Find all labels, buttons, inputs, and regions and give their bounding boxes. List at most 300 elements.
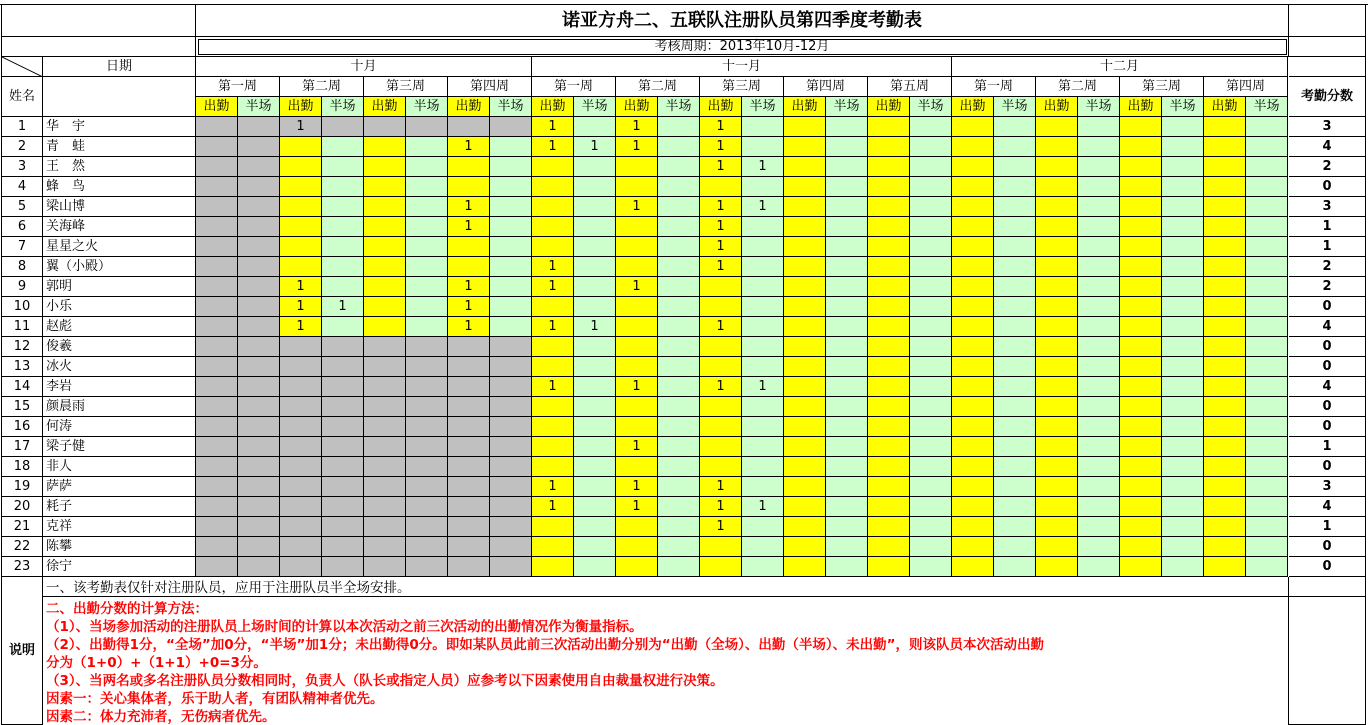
- player-name[interactable]: 俊羲: [43, 337, 196, 357]
- attend-cell[interactable]: [952, 237, 994, 257]
- attend-cell[interactable]: [1120, 117, 1162, 137]
- attend-cell[interactable]: [448, 437, 490, 457]
- month-header[interactable]: 十二月: [952, 57, 1288, 77]
- score-cell[interactable]: 0: [1289, 557, 1366, 577]
- half-cell[interactable]: [1078, 257, 1120, 277]
- attend-cell[interactable]: [1120, 477, 1162, 497]
- row-number[interactable]: 7: [2, 237, 43, 257]
- half-cell[interactable]: [1078, 537, 1120, 557]
- attend-cell[interactable]: [700, 417, 742, 437]
- half-cell[interactable]: [994, 177, 1036, 197]
- attend-cell[interactable]: [1204, 517, 1246, 537]
- attend-cell[interactable]: [700, 457, 742, 477]
- half-cell[interactable]: [490, 157, 532, 177]
- half-cell[interactable]: [1246, 237, 1288, 257]
- half-cell[interactable]: [658, 497, 700, 517]
- attend-cell[interactable]: [448, 477, 490, 497]
- half-cell[interactable]: [910, 557, 952, 577]
- attend-cell[interactable]: [952, 437, 994, 457]
- attend-cell[interactable]: [784, 357, 826, 377]
- half-cell[interactable]: [994, 297, 1036, 317]
- half-cell[interactable]: [994, 517, 1036, 537]
- half-cell[interactable]: [574, 117, 616, 137]
- half-cell[interactable]: [742, 297, 784, 317]
- attend-cell[interactable]: [280, 157, 322, 177]
- half-cell[interactable]: [238, 437, 280, 457]
- row-number[interactable]: 21: [2, 517, 43, 537]
- half-cell[interactable]: [1246, 297, 1288, 317]
- notes-label[interactable]: 说明: [2, 577, 43, 725]
- attend-cell[interactable]: 1: [700, 197, 742, 217]
- attend-cell[interactable]: [1204, 117, 1246, 137]
- attend-cell[interactable]: 1: [280, 277, 322, 297]
- attend-cell[interactable]: [280, 337, 322, 357]
- attend-cell[interactable]: [1036, 377, 1078, 397]
- attend-cell[interactable]: 1: [616, 437, 658, 457]
- half-cell[interactable]: [406, 197, 448, 217]
- half-cell[interactable]: [1078, 397, 1120, 417]
- attend-cell[interactable]: [1120, 457, 1162, 477]
- half-cell[interactable]: [994, 557, 1036, 577]
- attend-cell[interactable]: [364, 157, 406, 177]
- attend-cell[interactable]: [364, 217, 406, 237]
- half-cell[interactable]: [238, 297, 280, 317]
- half-cell[interactable]: [238, 497, 280, 517]
- attend-cell[interactable]: [784, 197, 826, 217]
- attend-cell[interactable]: [532, 457, 574, 477]
- player-name[interactable]: 关海峰: [43, 217, 196, 237]
- attend-cell[interactable]: [448, 557, 490, 577]
- attend-cell[interactable]: 1: [616, 277, 658, 297]
- half-cell[interactable]: [1162, 457, 1204, 477]
- half-cell[interactable]: [658, 397, 700, 417]
- half-cell[interactable]: [910, 517, 952, 537]
- half-cell[interactable]: [994, 337, 1036, 357]
- attend-cell[interactable]: [952, 397, 994, 417]
- half-cell[interactable]: [1078, 417, 1120, 437]
- attend-cell[interactable]: 1: [532, 377, 574, 397]
- attend-cell[interactable]: 1: [448, 277, 490, 297]
- row-number[interactable]: 10: [2, 297, 43, 317]
- attend-cell[interactable]: [700, 297, 742, 317]
- attend-cell[interactable]: [196, 397, 238, 417]
- half-cell[interactable]: [1162, 137, 1204, 157]
- half-cell[interactable]: [238, 377, 280, 397]
- attend-cell[interactable]: [952, 417, 994, 437]
- half-subheader[interactable]: 半场: [406, 97, 448, 117]
- attend-cell[interactable]: [868, 417, 910, 437]
- attend-cell[interactable]: [700, 437, 742, 457]
- attend-cell[interactable]: [364, 517, 406, 537]
- attend-cell[interactable]: [1204, 437, 1246, 457]
- half-cell[interactable]: [406, 437, 448, 457]
- half-cell[interactable]: [1246, 217, 1288, 237]
- half-cell[interactable]: [322, 377, 364, 397]
- player-name[interactable]: 李岩: [43, 377, 196, 397]
- attend-cell[interactable]: [1204, 237, 1246, 257]
- attend-cell[interactable]: [1204, 157, 1246, 177]
- attend-cell[interactable]: 1: [448, 197, 490, 217]
- attend-cell[interactable]: [784, 277, 826, 297]
- half-cell[interactable]: [826, 417, 868, 437]
- half-cell[interactable]: [406, 357, 448, 377]
- attend-cell[interactable]: [784, 457, 826, 477]
- attend-cell[interactable]: [364, 477, 406, 497]
- attend-cell[interactable]: [532, 157, 574, 177]
- score-cell[interactable]: 1: [1289, 517, 1366, 537]
- half-cell[interactable]: [994, 357, 1036, 377]
- attend-cell[interactable]: [280, 177, 322, 197]
- half-cell[interactable]: [574, 277, 616, 297]
- attend-cell[interactable]: [1204, 257, 1246, 277]
- half-cell[interactable]: [1078, 237, 1120, 257]
- half-cell[interactable]: [994, 437, 1036, 457]
- half-cell[interactable]: [322, 497, 364, 517]
- half-subheader[interactable]: 半场: [238, 97, 280, 117]
- week-header[interactable]: 第一周: [952, 77, 1036, 97]
- week-header[interactable]: 第二周: [1036, 77, 1120, 97]
- half-cell[interactable]: 1: [574, 137, 616, 157]
- attend-cell[interactable]: [364, 237, 406, 257]
- attend-cell[interactable]: [1036, 297, 1078, 317]
- attend-cell[interactable]: [784, 317, 826, 337]
- half-cell[interactable]: [1246, 437, 1288, 457]
- attend-cell[interactable]: [868, 297, 910, 317]
- half-cell[interactable]: [994, 197, 1036, 217]
- attend-cell[interactable]: [616, 337, 658, 357]
- score-cell[interactable]: 4: [1289, 497, 1366, 517]
- half-cell[interactable]: [490, 137, 532, 157]
- half-subheader[interactable]: 半场: [994, 97, 1036, 117]
- player-name[interactable]: 华 宇: [43, 117, 196, 137]
- half-cell[interactable]: [742, 417, 784, 437]
- attend-cell[interactable]: [196, 557, 238, 577]
- player-name[interactable]: 耗子: [43, 497, 196, 517]
- half-cell[interactable]: [1246, 197, 1288, 217]
- attend-cell[interactable]: [616, 177, 658, 197]
- half-cell[interactable]: [1246, 257, 1288, 277]
- attend-cell[interactable]: [1120, 357, 1162, 377]
- half-cell[interactable]: [490, 437, 532, 457]
- attend-cell[interactable]: [1204, 557, 1246, 577]
- half-cell[interactable]: [1162, 537, 1204, 557]
- half-cell[interactable]: [658, 337, 700, 357]
- attend-cell[interactable]: [784, 537, 826, 557]
- half-cell[interactable]: [406, 137, 448, 157]
- attend-cell[interactable]: [1120, 417, 1162, 437]
- half-cell[interactable]: [1246, 517, 1288, 537]
- half-cell[interactable]: [574, 477, 616, 497]
- half-cell[interactable]: [658, 317, 700, 337]
- attend-cell[interactable]: 1: [616, 477, 658, 497]
- half-cell[interactable]: [322, 257, 364, 277]
- score-cell[interactable]: 3: [1289, 117, 1366, 137]
- half-cell[interactable]: [994, 217, 1036, 237]
- name-header-blank[interactable]: [43, 77, 196, 117]
- half-cell[interactable]: [574, 197, 616, 217]
- half-cell[interactable]: [910, 257, 952, 277]
- half-cell[interactable]: [322, 117, 364, 137]
- half-cell[interactable]: [826, 137, 868, 157]
- half-cell[interactable]: [406, 557, 448, 577]
- half-cell[interactable]: [322, 157, 364, 177]
- row-number[interactable]: 2: [2, 137, 43, 157]
- attend-cell[interactable]: [784, 157, 826, 177]
- half-cell[interactable]: [490, 277, 532, 297]
- half-cell[interactable]: [574, 457, 616, 477]
- page-title[interactable]: 诺亚方舟二、五联队注册队员第四季度考勤表: [196, 5, 1289, 37]
- half-cell[interactable]: [742, 437, 784, 457]
- attend-cell[interactable]: [952, 557, 994, 577]
- half-cell[interactable]: [322, 217, 364, 237]
- half-cell[interactable]: [490, 417, 532, 437]
- attend-cell[interactable]: [196, 177, 238, 197]
- player-name[interactable]: 郭明: [43, 277, 196, 297]
- attend-cell[interactable]: [1036, 357, 1078, 377]
- attend-cell[interactable]: [364, 337, 406, 357]
- half-cell[interactable]: [910, 177, 952, 197]
- attend-cell[interactable]: [364, 437, 406, 457]
- attend-cell[interactable]: [868, 237, 910, 257]
- attend-cell[interactable]: [280, 237, 322, 257]
- attend-cell[interactable]: [784, 377, 826, 397]
- half-cell[interactable]: [406, 517, 448, 537]
- half-cell[interactable]: [994, 117, 1036, 137]
- half-cell[interactable]: [1246, 337, 1288, 357]
- attend-cell[interactable]: [784, 177, 826, 197]
- attend-cell[interactable]: 1: [532, 477, 574, 497]
- half-cell[interactable]: [1162, 337, 1204, 357]
- half-cell[interactable]: [490, 237, 532, 257]
- half-cell[interactable]: [826, 277, 868, 297]
- attend-cell[interactable]: 1: [700, 137, 742, 157]
- half-cell[interactable]: [742, 177, 784, 197]
- half-cell[interactable]: [322, 237, 364, 257]
- score-cell[interactable]: 4: [1289, 317, 1366, 337]
- attend-cell[interactable]: [784, 517, 826, 537]
- attend-cell[interactable]: 1: [448, 317, 490, 337]
- attend-cell[interactable]: [1120, 197, 1162, 217]
- attend-cell[interactable]: [448, 377, 490, 397]
- week-header[interactable]: 第五周: [868, 77, 952, 97]
- half-cell[interactable]: [1162, 477, 1204, 497]
- half-cell[interactable]: [1162, 557, 1204, 577]
- half-subheader[interactable]: 半场: [658, 97, 700, 117]
- attend-cell[interactable]: [784, 117, 826, 137]
- half-cell[interactable]: [490, 357, 532, 377]
- half-cell[interactable]: [406, 277, 448, 297]
- half-cell[interactable]: 1: [742, 157, 784, 177]
- period-left-blank[interactable]: [2, 37, 196, 57]
- half-cell[interactable]: [1246, 397, 1288, 417]
- attend-cell[interactable]: [532, 297, 574, 317]
- row-number[interactable]: 23: [2, 557, 43, 577]
- half-cell[interactable]: [826, 437, 868, 457]
- attend-cell[interactable]: [448, 337, 490, 357]
- attend-cell[interactable]: [616, 217, 658, 237]
- row-number[interactable]: 3: [2, 157, 43, 177]
- attend-cell[interactable]: [616, 157, 658, 177]
- half-cell[interactable]: [322, 177, 364, 197]
- attend-cell[interactable]: [1204, 477, 1246, 497]
- player-name[interactable]: 陈攀: [43, 537, 196, 557]
- half-cell[interactable]: [1246, 557, 1288, 577]
- half-cell[interactable]: [406, 377, 448, 397]
- attend-cell[interactable]: [1036, 277, 1078, 297]
- attend-cell[interactable]: [1120, 557, 1162, 577]
- attend-cell[interactable]: [196, 277, 238, 297]
- attend-cell[interactable]: 1: [700, 257, 742, 277]
- half-cell[interactable]: [238, 557, 280, 577]
- half-cell[interactable]: [238, 357, 280, 377]
- attend-cell[interactable]: [616, 237, 658, 257]
- attend-cell[interactable]: [280, 517, 322, 537]
- attend-cell[interactable]: [364, 397, 406, 417]
- attend-cell[interactable]: [196, 217, 238, 237]
- half-subheader[interactable]: 半场: [910, 97, 952, 117]
- attend-cell[interactable]: [1120, 217, 1162, 237]
- half-cell[interactable]: [322, 437, 364, 457]
- attend-cell[interactable]: [784, 237, 826, 257]
- half-cell[interactable]: [910, 317, 952, 337]
- attend-cell[interactable]: [280, 197, 322, 217]
- attend-cell[interactable]: 1: [700, 477, 742, 497]
- attend-cell[interactable]: [1204, 137, 1246, 157]
- attend-cell[interactable]: 1: [616, 377, 658, 397]
- attend-cell[interactable]: [1036, 397, 1078, 417]
- attend-subheader[interactable]: 出勤: [532, 97, 574, 117]
- attend-cell[interactable]: [280, 357, 322, 377]
- attend-cell[interactable]: [700, 277, 742, 297]
- attend-cell[interactable]: [1204, 537, 1246, 557]
- attend-cell[interactable]: [280, 417, 322, 437]
- half-cell[interactable]: [910, 437, 952, 457]
- half-cell[interactable]: [1246, 477, 1288, 497]
- score-cell[interactable]: 2: [1289, 277, 1366, 297]
- half-cell[interactable]: [910, 337, 952, 357]
- half-cell[interactable]: [994, 377, 1036, 397]
- half-cell[interactable]: [322, 397, 364, 417]
- half-cell[interactable]: [1246, 277, 1288, 297]
- half-cell[interactable]: [1162, 277, 1204, 297]
- attend-cell[interactable]: [784, 477, 826, 497]
- row-number[interactable]: 16: [2, 417, 43, 437]
- attend-cell[interactable]: [1204, 177, 1246, 197]
- half-cell[interactable]: [826, 297, 868, 317]
- row-number[interactable]: 12: [2, 337, 43, 357]
- player-name[interactable]: 徐宁: [43, 557, 196, 577]
- half-cell[interactable]: [574, 377, 616, 397]
- attend-cell[interactable]: [364, 317, 406, 337]
- attend-cell[interactable]: [784, 297, 826, 317]
- half-cell[interactable]: [238, 457, 280, 477]
- name-header[interactable]: 姓名: [2, 77, 43, 117]
- attend-cell[interactable]: [784, 557, 826, 577]
- half-cell[interactable]: [574, 177, 616, 197]
- attend-cell[interactable]: [952, 477, 994, 497]
- half-cell[interactable]: 1: [742, 497, 784, 517]
- half-cell[interactable]: [826, 317, 868, 337]
- attend-cell[interactable]: 1: [700, 317, 742, 337]
- attend-cell[interactable]: [532, 337, 574, 357]
- attend-cell[interactable]: [700, 557, 742, 577]
- half-cell[interactable]: [742, 137, 784, 157]
- half-cell[interactable]: [238, 477, 280, 497]
- attend-cell[interactable]: [784, 217, 826, 237]
- attend-cell[interactable]: 1: [280, 117, 322, 137]
- attend-cell[interactable]: [868, 157, 910, 177]
- half-cell[interactable]: [490, 397, 532, 417]
- score-cell[interactable]: 0: [1289, 177, 1366, 197]
- attend-cell[interactable]: [784, 337, 826, 357]
- player-name[interactable]: 蜂 鸟: [43, 177, 196, 197]
- attend-cell[interactable]: [532, 557, 574, 577]
- half-cell[interactable]: [490, 557, 532, 577]
- half-cell[interactable]: [1078, 557, 1120, 577]
- attend-cell[interactable]: [196, 537, 238, 557]
- half-cell[interactable]: [994, 397, 1036, 417]
- row-number[interactable]: 6: [2, 217, 43, 237]
- half-cell[interactable]: [1246, 417, 1288, 437]
- half-cell[interactable]: [1162, 357, 1204, 377]
- attend-cell[interactable]: [700, 177, 742, 197]
- half-cell[interactable]: [658, 457, 700, 477]
- attend-cell[interactable]: [1120, 537, 1162, 557]
- attend-cell[interactable]: [868, 257, 910, 277]
- attend-cell[interactable]: [868, 277, 910, 297]
- half-cell[interactable]: [742, 117, 784, 137]
- attend-cell[interactable]: [448, 517, 490, 537]
- half-cell[interactable]: [826, 217, 868, 237]
- attend-subheader[interactable]: 出勤: [868, 97, 910, 117]
- row-number[interactable]: 13: [2, 357, 43, 377]
- player-name[interactable]: 非人: [43, 457, 196, 477]
- half-subheader[interactable]: 半场: [1246, 97, 1288, 117]
- attend-cell[interactable]: [868, 317, 910, 337]
- half-cell[interactable]: [826, 497, 868, 517]
- attend-cell[interactable]: [196, 357, 238, 377]
- half-cell[interactable]: [910, 377, 952, 397]
- attend-cell[interactable]: [280, 377, 322, 397]
- attend-cell[interactable]: [196, 297, 238, 317]
- attend-cell[interactable]: [868, 377, 910, 397]
- half-cell[interactable]: [1162, 437, 1204, 457]
- attend-cell[interactable]: [364, 357, 406, 377]
- half-cell[interactable]: [826, 157, 868, 177]
- attend-subheader[interactable]: 出勤: [280, 97, 322, 117]
- half-cell[interactable]: [1246, 537, 1288, 557]
- attend-cell[interactable]: [1036, 557, 1078, 577]
- score-cell[interactable]: 3: [1289, 477, 1366, 497]
- half-cell[interactable]: [238, 117, 280, 137]
- attend-cell[interactable]: [616, 357, 658, 377]
- attend-cell[interactable]: [616, 257, 658, 277]
- attend-cell[interactable]: [1036, 517, 1078, 537]
- half-subheader[interactable]: 半场: [574, 97, 616, 117]
- attend-subheader[interactable]: 出勤: [1204, 97, 1246, 117]
- attend-cell[interactable]: [952, 117, 994, 137]
- attend-cell[interactable]: [952, 337, 994, 357]
- attend-cell[interactable]: [1036, 217, 1078, 237]
- half-cell[interactable]: [574, 257, 616, 277]
- half-cell[interactable]: [658, 237, 700, 257]
- half-cell[interactable]: [742, 477, 784, 497]
- row-number[interactable]: 15: [2, 397, 43, 417]
- half-cell[interactable]: [742, 517, 784, 537]
- attend-cell[interactable]: 1: [700, 217, 742, 237]
- attend-cell[interactable]: [784, 397, 826, 417]
- half-cell[interactable]: [1162, 157, 1204, 177]
